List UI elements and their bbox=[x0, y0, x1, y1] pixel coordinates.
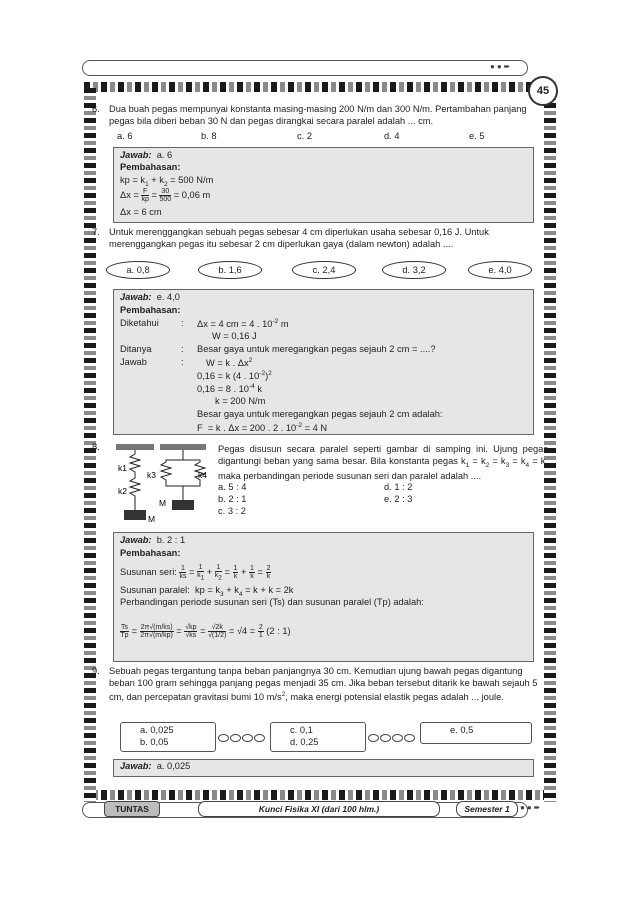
answer-value: b. 2 : 1 bbox=[156, 535, 186, 545]
spring-k2 bbox=[130, 474, 140, 510]
chain-link-icon bbox=[404, 734, 415, 742]
jawab-line-5: Besar gaya untuk meregangkan pegas sejauh 2 cm adalah: bbox=[197, 409, 443, 419]
chain-link-icon bbox=[218, 734, 229, 742]
option-d: d. 1 : 2 bbox=[384, 482, 413, 492]
answer-label: Jawab: bbox=[120, 535, 152, 545]
diketahui-line-1: Δx = 4 cm = 4 . $10^{-2}$ m bbox=[197, 318, 289, 330]
answer-value: a. 0,025 bbox=[156, 761, 191, 771]
header-bar bbox=[82, 60, 528, 76]
jawab-line-6: F = k . Δx = 200 . 2 . $10^{-2} = 4$ N bbox=[197, 422, 328, 434]
label-k3: k3 bbox=[147, 470, 156, 480]
options-box-right bbox=[420, 722, 532, 744]
chain-link-icon bbox=[242, 734, 253, 742]
pembahasan-label: Pembahasan: bbox=[120, 305, 181, 315]
question-text: Pegas disusun secara paralel seperti gambar di samping ini. Ujung pegas digantungi beban yang sama besar. Bila konstanta pegas $k_1 = k_2 = k_3 = k_4 = k$, maka perbandingan periode susunan seri dan paralel adalah .... bbox=[218, 444, 549, 482]
option-e-oval: e. 4,0 bbox=[468, 261, 532, 279]
question-text: Sebuah pegas tergantung tanpa beban panjangnya 30 cm. Kemudian ujung bawah pegas digantung beban 100 gram sehingga panjang pegas menjadi 35 cm. Jika beban tersebut ditarik ke bawah sejauh 5 cm, dan percepatan gravitasi bumi 10 $m/s^2$, maka energi potensial elastik pegas adalah ... joule. bbox=[109, 666, 538, 703]
question-number: 7. bbox=[92, 227, 100, 237]
question-7 bbox=[92, 227, 552, 253]
question-text: Untuk merenggangkan sebuah pegas sebesar 4 cm diperlukan usaha sebesar 0,16 J. Untuk merenggangkan pegas itu sebesar 2 cm diperlukan gaya (dalam newton) adalah .... bbox=[109, 227, 489, 249]
diketahui-line-2: W = 0,16 J bbox=[212, 331, 257, 341]
work-line-1: kp = $k_1 + k_2 = 500$ N/m bbox=[120, 175, 214, 188]
diketahui-label: Diketahui bbox=[120, 318, 159, 328]
label-k2: k2 bbox=[118, 486, 127, 496]
label-m-left: M bbox=[148, 514, 156, 524]
chain-link-icon bbox=[380, 734, 391, 742]
ratio-formula: $\frac{Ts}{Tp}$ = $\frac{2\pi√(m/ks)}{2\pi√(m/kp)}$ = $\frac{√kp}{√ks}$ = $\frac{√2k}{√(1/2)}$ = √4 = $\frac{2}{1}$ (2 : 1) bbox=[120, 624, 291, 639]
footer-dots-icon: ●●➨ bbox=[520, 803, 543, 812]
option-e: e. 2 : 3 bbox=[384, 494, 413, 504]
jawab-label: Jawab bbox=[120, 357, 147, 367]
option-c: c. 0,1 bbox=[290, 725, 313, 735]
colon: : bbox=[181, 318, 184, 328]
spring-k1 bbox=[130, 450, 140, 474]
question-text: Dua buah pegas mempunyai konstanta masing-masing 200 N/m dan 300 N/m. Pertambahan panjang pegas bila diberi beban 30 N dan pegas dirangkai secara paralel adalah ... cm. bbox=[109, 104, 527, 126]
footer-left-label: TUNTAS bbox=[104, 801, 160, 817]
option-a-oval: a. 0,8 bbox=[106, 261, 170, 279]
jawab-line-3: 0,16 = 8 . $10^{-4}$ k bbox=[197, 383, 262, 395]
work-line-3: Δx = 6 cm bbox=[120, 207, 162, 217]
answer-value: a. 6 bbox=[156, 150, 173, 160]
jawab-line-1: W = k . $\Delta x^2$ bbox=[206, 357, 253, 369]
option-c: c. 3 : 2 bbox=[218, 506, 246, 516]
option-b: b. 2 : 1 bbox=[218, 494, 247, 504]
work-line-2: Δx = $\frac{F}{kp}$ = $\frac{30}{500}$ = 0,06 m bbox=[120, 188, 211, 203]
option-e: e. 0,5 bbox=[450, 725, 474, 735]
label-k4: k4 bbox=[198, 470, 207, 480]
question-8-number bbox=[92, 442, 112, 454]
spring-k3-k4 bbox=[161, 450, 205, 486]
footer-right-label: Semester 1 bbox=[456, 801, 518, 817]
answer-label: Jawab: bbox=[120, 150, 152, 160]
answer-line bbox=[120, 535, 185, 545]
answer-line bbox=[120, 292, 180, 302]
colon: : bbox=[181, 357, 184, 367]
jawab-line-4: k = 200 N/m bbox=[215, 396, 266, 406]
answer-label: Jawab: bbox=[120, 761, 152, 771]
header-dots-icon: ●●➨ bbox=[490, 62, 513, 71]
mass-right bbox=[172, 500, 194, 510]
colon: : bbox=[181, 344, 184, 354]
option-d: d. 0,25 bbox=[290, 737, 319, 747]
mass-left bbox=[124, 510, 146, 520]
option-b-oval: b. 1,6 bbox=[198, 261, 262, 279]
page-number: 45 bbox=[528, 76, 558, 106]
pembahasan-label: Pembahasan: bbox=[120, 162, 181, 172]
ditanya-label: Ditanya bbox=[120, 344, 152, 354]
paralel-line: Susunan paralel: kp = $k_3 + k_4 = k + k = 2k$ bbox=[120, 585, 294, 598]
option-a: a. 0,025 bbox=[140, 725, 174, 735]
bottom-border-strip bbox=[84, 790, 556, 800]
spring-figure bbox=[112, 440, 212, 526]
question-9 bbox=[92, 666, 552, 716]
answer-line bbox=[120, 761, 190, 771]
chain-link-icon bbox=[254, 734, 265, 742]
option-d-oval: d. 3,2 bbox=[382, 261, 446, 279]
question-number: 9. bbox=[92, 666, 100, 676]
option-c-oval: c. 2,4 bbox=[292, 261, 356, 279]
ceiling-right bbox=[160, 444, 206, 450]
option-b: b. 0,05 bbox=[140, 737, 169, 747]
label-k1: k1 bbox=[118, 463, 127, 473]
label-m-right: M bbox=[159, 498, 167, 508]
option-a: a. 5 : 4 bbox=[218, 482, 247, 492]
answer-value: e. 4,0 bbox=[156, 292, 180, 302]
option-b: b. 8 bbox=[201, 131, 217, 141]
question-8-text bbox=[218, 444, 554, 483]
footer-center-label: Kunci Fisika XI (dari 100 hlm.) bbox=[198, 801, 440, 817]
option-e: e. 5 bbox=[469, 131, 485, 141]
chain-link-icon bbox=[230, 734, 241, 742]
ceiling-left bbox=[116, 444, 154, 450]
perbandingan-line: Perbandingan periode susunan seri (Ts) dan susunan paralel (Tp) adalah: bbox=[120, 597, 424, 607]
answer-label: Jawab: bbox=[120, 292, 152, 302]
seri-label: Susunan seri: bbox=[120, 567, 177, 578]
seri-line: Susunan seri: $\frac{1}{ks}$ = $\frac{1}{k_1}$ + $\frac{1}{k_2}$ = $\frac{1}{k}$ + $\frac{1}{k}$ = $\frac{2}{k}$ bbox=[120, 564, 271, 582]
chain-link-icon bbox=[392, 734, 403, 742]
chain-link-icon bbox=[368, 734, 379, 742]
jawab-line-2: 0,16 = k (4 . $10^{-2})^2$ bbox=[197, 370, 272, 382]
question-number: 8. bbox=[92, 442, 100, 452]
answer-line bbox=[120, 150, 172, 160]
pembahasan-label: Pembahasan: bbox=[120, 548, 181, 558]
top-border-strip bbox=[84, 82, 556, 92]
question-number: 6. bbox=[92, 104, 100, 114]
option-c: c. 2 bbox=[297, 131, 312, 141]
ditanya-text: Besar gaya untuk meregangkan pegas sejauh 2 cm = ....? bbox=[197, 344, 436, 354]
option-d: d. 4 bbox=[384, 131, 400, 141]
option-a: a. 6 bbox=[117, 131, 133, 141]
